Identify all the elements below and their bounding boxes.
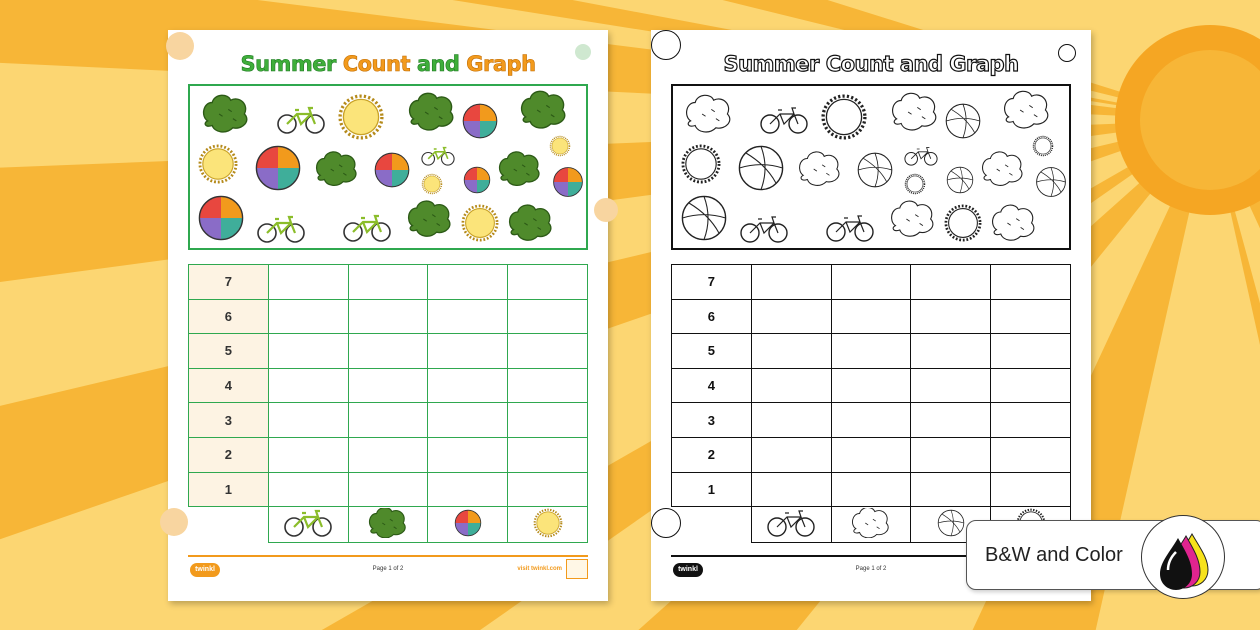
graph-cell[interactable]	[508, 403, 588, 438]
y-number: 2	[189, 437, 269, 472]
graph-row	[189, 437, 588, 472]
title-word: Count	[825, 52, 893, 76]
graph-cell[interactable]	[751, 265, 831, 300]
graph-cell[interactable]	[991, 437, 1071, 472]
visit-link[interactable]: visit twinkl.com	[517, 566, 562, 572]
title-word: Summer	[723, 52, 819, 76]
bush-icon	[841, 508, 901, 538]
color-worksheet-page	[168, 30, 608, 601]
decorative-bubble	[166, 32, 194, 60]
graph-cell[interactable]	[751, 403, 831, 438]
graph-cell[interactable]	[428, 472, 508, 507]
category-bicycle	[751, 507, 831, 543]
graph-cell[interactable]	[268, 437, 348, 472]
graph-row	[189, 368, 588, 403]
category-bush	[348, 507, 428, 543]
graph-row	[189, 334, 588, 369]
y-number: 3	[672, 403, 752, 438]
decorative-bubble	[1058, 44, 1076, 62]
title-word: and	[416, 52, 460, 76]
graph-row	[672, 403, 1071, 438]
category-row	[189, 507, 588, 543]
graph-cell[interactable]	[348, 299, 428, 334]
graph-cell[interactable]	[348, 265, 428, 300]
y-number: 6	[189, 299, 269, 334]
ink-drops-icon	[1141, 515, 1225, 599]
title-word: Graph	[949, 52, 1019, 76]
bush-icon	[358, 508, 418, 538]
graph-cell[interactable]	[911, 403, 991, 438]
graph-row	[672, 265, 1071, 300]
worksheet-title	[651, 52, 1091, 76]
graph-cell[interactable]	[911, 299, 991, 334]
graph-row	[672, 472, 1071, 507]
y-number: 1	[189, 472, 269, 507]
graph-row	[672, 299, 1071, 334]
graph-row	[672, 334, 1071, 369]
y-number: 4	[672, 368, 752, 403]
y-number: 5	[189, 334, 269, 369]
graph-cell[interactable]	[268, 334, 348, 369]
y-number: 5	[672, 334, 752, 369]
graph-cell[interactable]	[268, 299, 348, 334]
bicycle-icon	[278, 508, 338, 538]
graph-row	[672, 437, 1071, 472]
page-number: Page 1 of 2	[372, 566, 404, 572]
y-number: 7	[189, 265, 269, 300]
graph-cell[interactable]	[348, 437, 428, 472]
decorative-bubble	[575, 44, 591, 60]
graph-cell[interactable]	[508, 299, 588, 334]
graph-cell[interactable]	[268, 403, 348, 438]
picture-box	[671, 84, 1071, 250]
page-number: Page 1 of 2	[855, 566, 887, 572]
tally-graph-grid	[188, 264, 588, 543]
empty-corner	[672, 507, 752, 543]
bw-worksheet-page	[651, 30, 1091, 601]
graph-cell[interactable]	[911, 437, 991, 472]
graph-cell[interactable]	[751, 472, 831, 507]
quality-stamp-icon	[566, 559, 588, 579]
page-footer	[188, 555, 588, 581]
decorative-bubble	[160, 508, 188, 536]
beach-ball-icon	[438, 508, 498, 538]
graph-row	[189, 403, 588, 438]
category-bicycle	[268, 507, 348, 543]
graph-cell[interactable]	[911, 368, 991, 403]
picture-box	[188, 84, 588, 250]
graph-cell[interactable]	[831, 437, 911, 472]
category-beach-ball	[428, 507, 508, 543]
decorative-bubble	[594, 198, 618, 222]
decorative-bubble	[651, 508, 681, 538]
y-number: 2	[672, 437, 752, 472]
title-word: Summer	[240, 52, 336, 76]
graph-cell[interactable]	[508, 368, 588, 403]
graph-row	[189, 472, 588, 507]
graph-cell[interactable]	[348, 368, 428, 403]
twinkl-logo[interactable]: twinkl	[673, 563, 703, 577]
graph-cell[interactable]	[991, 334, 1071, 369]
y-number: 1	[672, 472, 752, 507]
graph-row	[189, 299, 588, 334]
graph-cell[interactable]	[428, 299, 508, 334]
graph-cell[interactable]	[831, 334, 911, 369]
graph-cell[interactable]	[268, 472, 348, 507]
category-bush	[831, 507, 911, 543]
graph-cell[interactable]	[348, 472, 428, 507]
twinkl-logo[interactable]: twinkl	[190, 563, 220, 577]
graph-cell[interactable]	[508, 334, 588, 369]
graph-cell[interactable]	[428, 403, 508, 438]
graph-cell[interactable]	[831, 368, 911, 403]
graph-cell[interactable]	[268, 265, 348, 300]
graph-cell[interactable]	[831, 472, 911, 507]
graph-row	[189, 265, 588, 300]
graph-cell[interactable]	[991, 368, 1071, 403]
graph-cell[interactable]	[991, 403, 1071, 438]
decorative-bubble	[651, 30, 681, 60]
graph-cell[interactable]	[348, 334, 428, 369]
y-number: 7	[672, 265, 752, 300]
graph-cell[interactable]	[348, 403, 428, 438]
graph-cell[interactable]	[991, 299, 1071, 334]
graph-cell[interactable]	[751, 368, 831, 403]
graph-cell[interactable]	[831, 299, 911, 334]
title-word: and	[899, 52, 943, 76]
graph-cell[interactable]	[428, 265, 508, 300]
bw-and-color-badge	[966, 520, 1260, 590]
graph-cell[interactable]	[991, 472, 1071, 507]
graph-cell[interactable]	[508, 437, 588, 472]
title-word: Graph	[466, 52, 536, 76]
graph-cell[interactable]	[911, 265, 991, 300]
graph-cell[interactable]	[831, 403, 911, 438]
sun-icon	[518, 508, 578, 538]
empty-corner	[189, 507, 269, 543]
graph-cell[interactable]	[268, 368, 348, 403]
graph-cell[interactable]	[428, 334, 508, 369]
graph-cell[interactable]	[508, 472, 588, 507]
graph-cell[interactable]	[428, 368, 508, 403]
worksheet-title	[168, 52, 608, 76]
bicycle-icon	[761, 508, 821, 538]
graph-cell[interactable]	[911, 472, 991, 507]
graph-cell[interactable]	[831, 265, 911, 300]
y-number: 3	[189, 403, 269, 438]
graph-cell[interactable]	[751, 437, 831, 472]
y-number: 6	[672, 299, 752, 334]
graph-cell[interactable]	[428, 437, 508, 472]
graph-cell[interactable]	[751, 299, 831, 334]
title-word: Count	[342, 52, 410, 76]
category-sun	[508, 507, 588, 543]
graph-row	[672, 368, 1071, 403]
graph-cell[interactable]	[911, 334, 991, 369]
tally-graph-grid	[671, 264, 1071, 543]
graph-cell[interactable]	[751, 334, 831, 369]
graph-cell[interactable]	[991, 265, 1071, 300]
y-number: 4	[189, 368, 269, 403]
graph-cell[interactable]	[508, 265, 588, 300]
badge-label: B&W and Color	[985, 544, 1123, 566]
